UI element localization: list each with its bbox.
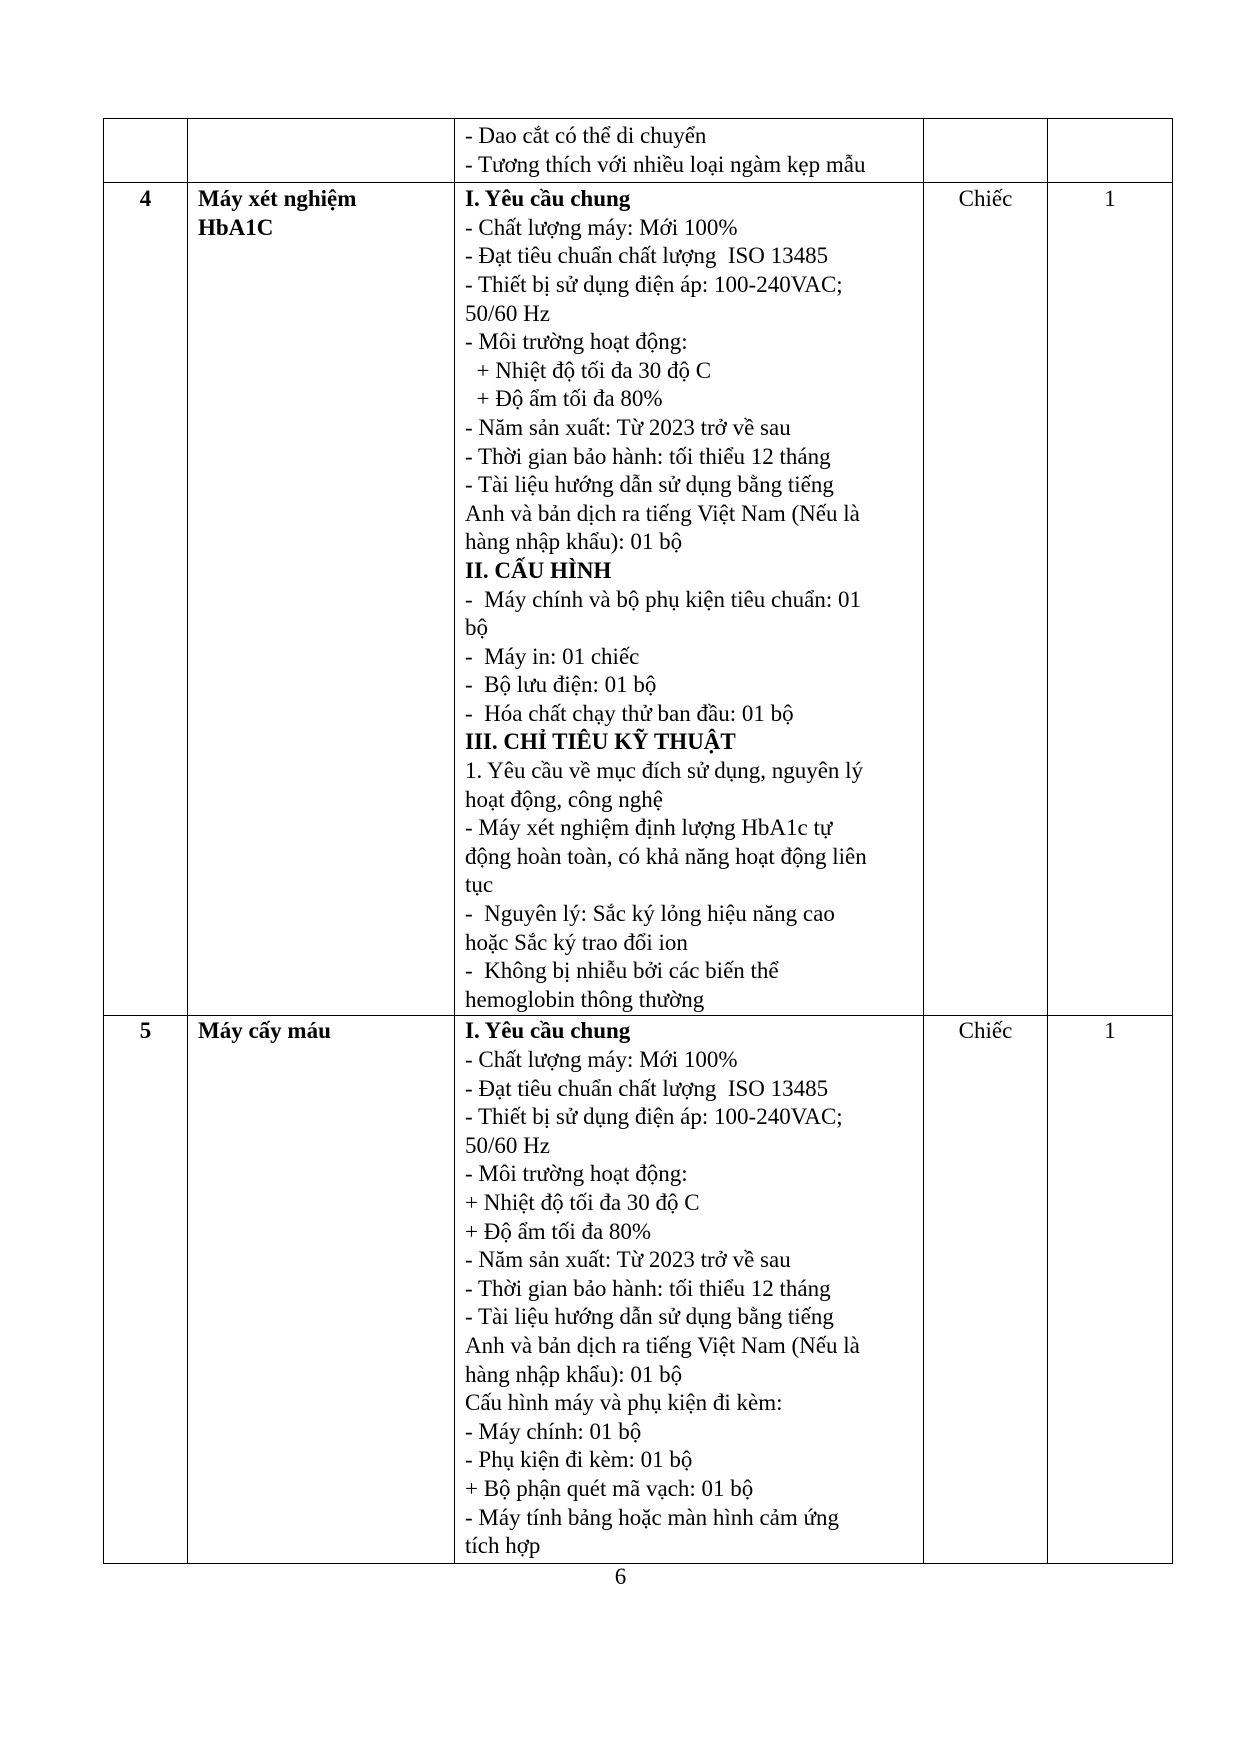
spec-line: - Dao cắt có thể di chuyển <box>465 123 707 148</box>
spec-line: động hoàn toàn, có khả năng hoạt động liên <box>465 843 867 869</box>
spec-line: - Thiết bị sử dụng điện áp: 100-240VAC; <box>465 271 843 297</box>
spec-line: hàng nhập khẩu): 01 bộ <box>465 1361 683 1387</box>
spec-line: - Máy tính bảng hoặc màn hình cảm ứng <box>465 1504 839 1530</box>
spec-heading: I. Yêu cầu chung <box>465 186 631 212</box>
table-row-4 <box>104 183 1173 1016</box>
equipment-name <box>188 183 455 1016</box>
spec-line: - Thiết bị sử dụng điện áp: 100-240VAC; <box>465 1104 843 1130</box>
unit-cell: Chiếc <box>924 183 1048 1016</box>
spec-line: - Tài liệu hướng dẫn sử dụng bằng tiếng <box>465 1304 834 1330</box>
spec-line: 50/60 Hz <box>465 300 550 326</box>
spec-line: tích hợp <box>465 1533 541 1559</box>
spec-heading: I. Yêu cầu chung <box>465 1018 631 1044</box>
unit-cell <box>924 119 1048 183</box>
spec-line: - Máy xét nghiệm định lượng HbA1c tự <box>465 815 833 841</box>
spec-line: - Chất lượng máy: Mới 100% <box>465 214 738 240</box>
spec-description <box>455 119 924 183</box>
spec-line: - Thời gian bảo hành: tối thiểu 12 tháng <box>465 1275 831 1301</box>
spec-line: 1. Yêu cầu về mục đích sử dụng, nguyên lý <box>465 758 864 784</box>
spec-line: - Đạt tiêu chuẩn chất lượng ISO 13485 <box>465 243 829 269</box>
spec-line: - Năm sản xuất: Từ 2023 trở về sau <box>465 414 791 440</box>
spec-description <box>455 1016 924 1563</box>
spec-line: + Bộ phận quét mã vạch: 01 bộ <box>465 1475 754 1501</box>
spec-line: 50/60 Hz <box>465 1132 550 1158</box>
spec-line: - Môi trường hoạt động: <box>465 329 688 355</box>
quantity-cell <box>1048 119 1173 183</box>
spec-line: + Độ ẩm tối đa 80% <box>465 1218 652 1244</box>
quantity-cell: 1 <box>1048 183 1173 1016</box>
spec-line: - Tương thích với nhiều loại ngàm kẹp mẫu <box>465 151 866 177</box>
spec-line: bộ <box>465 615 488 641</box>
spec-line: hoặc Sắc ký trao đổi ion <box>465 929 688 955</box>
spec-line: + Độ ẩm tối đa 80% <box>465 386 663 412</box>
spec-line: - Hóa chất chạy thử ban đầu: 01 bộ <box>465 700 794 726</box>
row-number <box>104 119 188 183</box>
spec-line: - Máy chính: 01 bộ <box>465 1418 642 1444</box>
spec-description <box>455 183 924 1016</box>
equipment-name-text: Máy xét nghiệm HbA1C <box>198 186 357 240</box>
spec-heading: III. CHỈ TIÊU KỸ THUẬT <box>465 729 736 755</box>
spec-heading: II. CẤU HÌNH <box>465 557 612 583</box>
spec-line: - Năm sản xuất: Từ 2023 trở về sau <box>465 1247 791 1273</box>
spec-line: Anh và bản dịch ra tiếng Việt Nam (Nếu là <box>465 1332 860 1358</box>
page-number: 6 <box>614 1564 627 1589</box>
row-number: 5 <box>104 1016 188 1563</box>
spec-line: - Môi trường hoạt động: <box>465 1161 688 1187</box>
spec-table-body <box>104 119 1173 1564</box>
spec-line: hàng nhập khẩu): 01 bộ <box>465 529 683 555</box>
spec-line: - Phụ kiện đi kèm: 01 bộ <box>465 1447 693 1473</box>
table-row-5 <box>104 1016 1173 1563</box>
spec-line: tục <box>465 872 494 898</box>
spec-line: hoạt động, công nghệ <box>465 786 664 812</box>
equipment-name <box>188 119 455 183</box>
spec-line: Anh và bản dịch ra tiếng Việt Nam (Nếu là <box>465 500 860 526</box>
spec-line: + Nhiệt độ tối đa 30 độ C <box>465 357 712 383</box>
spec-line: - Thời gian bảo hành: tối thiểu 12 tháng <box>465 443 831 469</box>
unit-cell: Chiếc <box>924 1016 1048 1563</box>
spec-line: hemoglobin thông thường <box>465 986 705 1012</box>
spec-line: - Máy chính và bộ phụ kiện tiêu chuẩn: 01 <box>465 586 862 612</box>
equipment-spec-table <box>103 118 1173 1564</box>
spec-line: - Nguyên lý: Sắc ký lỏng hiệu năng cao <box>465 901 835 927</box>
row-number: 4 <box>104 183 188 1016</box>
spec-line: - Chất lượng máy: Mới 100% <box>465 1047 738 1072</box>
spec-line: Cấu hình máy và phụ kiện đi kèm: <box>465 1390 783 1416</box>
table-row-continued <box>104 119 1173 183</box>
spec-line: + Nhiệt độ tối đa 30 độ C <box>465 1189 700 1215</box>
quantity-cell: 1 <box>1048 1016 1173 1563</box>
spec-line: - Máy in: 01 chiếc <box>465 643 640 669</box>
spec-line: - Tài liệu hướng dẫn sử dụng bằng tiếng <box>465 472 834 498</box>
spec-line: - Đạt tiêu chuẩn chất lượng ISO 13485 <box>465 1075 829 1101</box>
spec-line: - Bộ lưu điện: 01 bộ <box>465 672 657 698</box>
equipment-name: Máy cấy máu <box>188 1016 455 1563</box>
spec-line: - Không bị nhiễu bởi các biến thể <box>465 958 779 984</box>
